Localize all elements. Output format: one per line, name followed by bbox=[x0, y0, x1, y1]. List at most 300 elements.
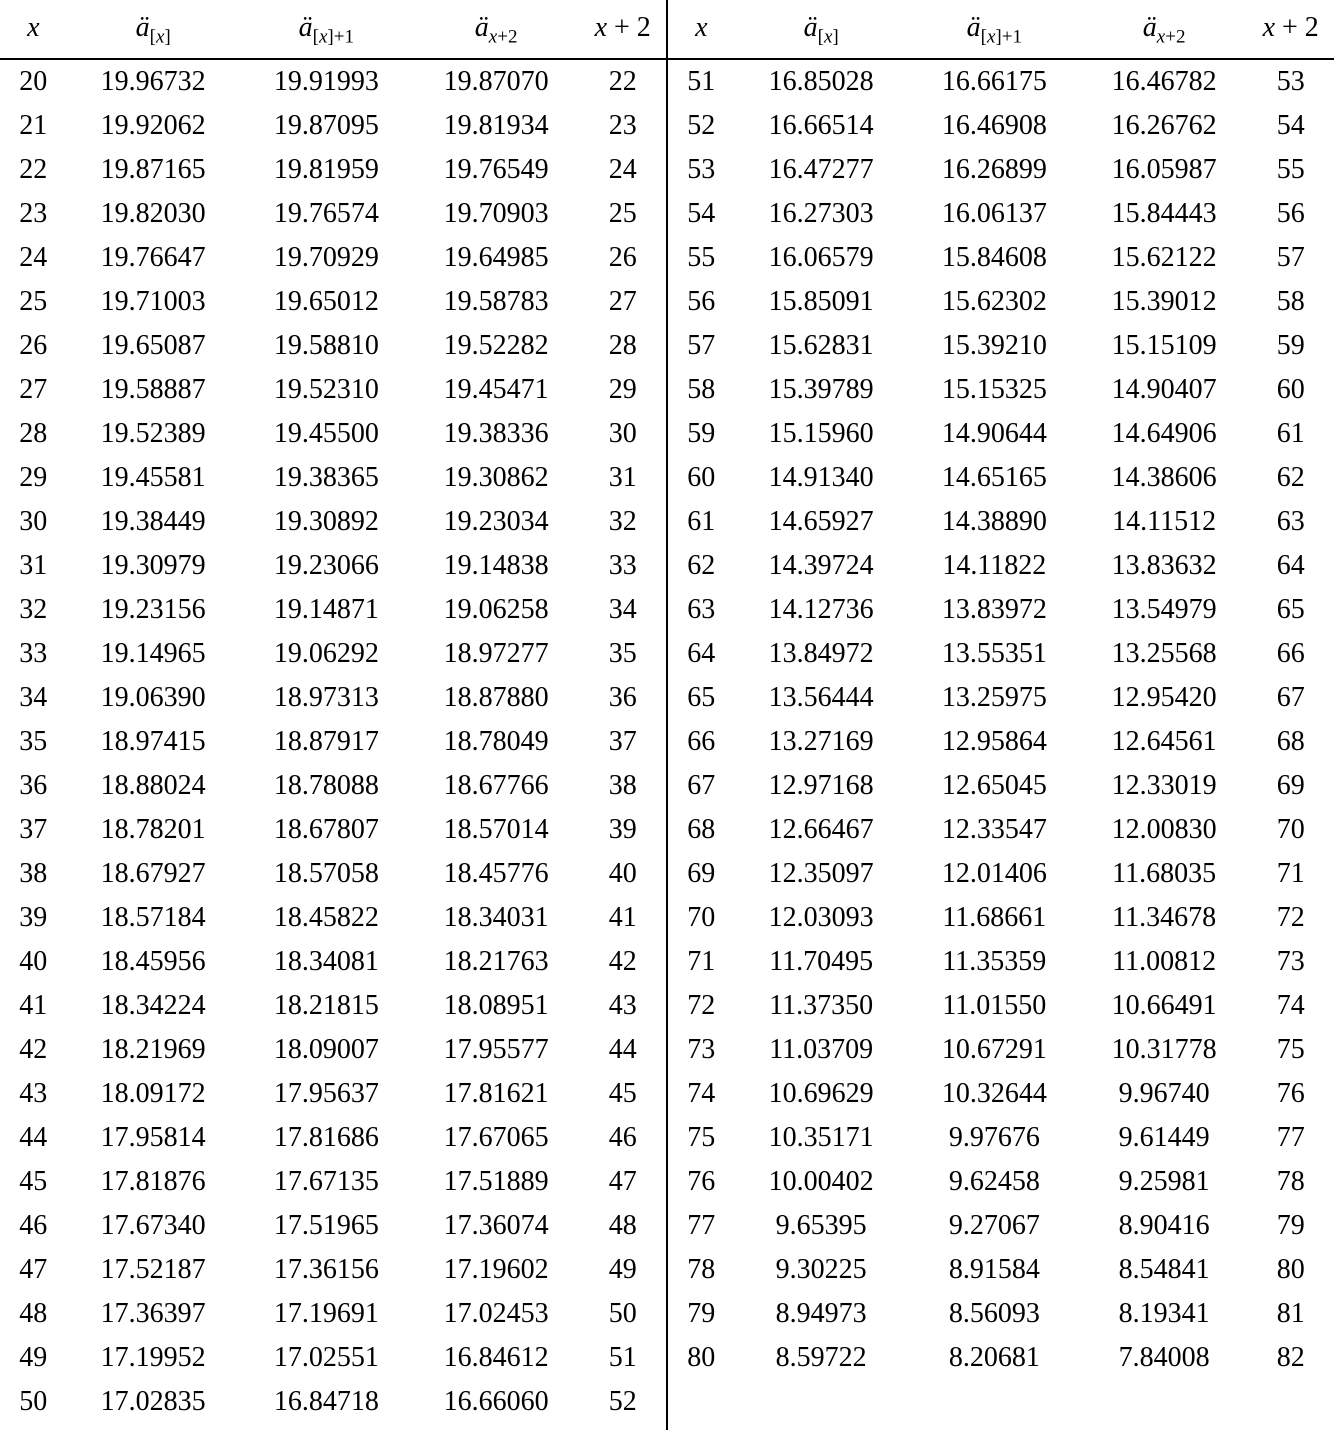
cell-x: 39 bbox=[19, 902, 48, 933]
cell-a-select-x-plus-1: 19.38365 bbox=[273, 462, 379, 493]
cell-a-ultimate-x-plus-2: 18.21763 bbox=[443, 946, 549, 977]
cell-x: 51 bbox=[687, 66, 716, 97]
cell-x-plus-2: 48 bbox=[608, 1210, 637, 1241]
table-row bbox=[0, 1204, 666, 1248]
cell-x: 69 bbox=[687, 858, 716, 889]
cell-x: 54 bbox=[687, 198, 716, 229]
cell-a-select-x-plus-1: 12.95864 bbox=[941, 726, 1047, 757]
cell-x: 50 bbox=[19, 1386, 48, 1417]
table-row bbox=[0, 764, 666, 808]
cell-a-select-x: 19.38449 bbox=[100, 506, 206, 537]
cell-a-select-x-plus-1: 13.83972 bbox=[941, 594, 1047, 625]
cell-a-ultimate-x-plus-2: 13.83632 bbox=[1111, 550, 1217, 581]
cell-x-plus-2: 76 bbox=[1276, 1078, 1305, 1109]
cell-x-plus-2: 26 bbox=[608, 242, 637, 273]
table-row bbox=[668, 236, 1334, 280]
cell-x-plus-2: 53 bbox=[1276, 66, 1305, 97]
cell-a-ultimate-x-plus-2: 10.31778 bbox=[1111, 1034, 1217, 1065]
cell-x: 78 bbox=[687, 1254, 716, 1285]
cell-a-ultimate-x-plus-2: 17.02453 bbox=[443, 1298, 549, 1329]
column-header-a-ultimate-x-plus-2 bbox=[1081, 0, 1248, 59]
table-row bbox=[668, 764, 1334, 808]
cell-a-select-x: 18.88024 bbox=[100, 770, 206, 801]
cell-a-select-x: 12.66467 bbox=[768, 814, 874, 845]
cell-a-select-x-plus-1: 10.67291 bbox=[941, 1034, 1047, 1065]
cell-a-select-x-plus-1: 8.56093 bbox=[948, 1298, 1040, 1329]
cell-x: 44 bbox=[19, 1122, 48, 1153]
cell-a-select-x: 17.81876 bbox=[100, 1166, 206, 1197]
cell-x: 27 bbox=[19, 374, 48, 405]
table-row bbox=[668, 280, 1334, 324]
cell-x-plus-2: 66 bbox=[1276, 638, 1305, 669]
cell-a-select-x: 18.21969 bbox=[100, 1034, 206, 1065]
header-symbol: ä bbox=[135, 12, 150, 43]
cell-a-ultimate-x-plus-2: 17.19602 bbox=[443, 1254, 549, 1285]
cell-a-ultimate-x-plus-2: 12.00830 bbox=[1111, 814, 1217, 845]
cell-x: 61 bbox=[687, 506, 716, 537]
column-header-a-select-x bbox=[735, 0, 908, 59]
header-symbol: ä bbox=[803, 12, 818, 43]
cell-a-select-x-plus-1: 16.46908 bbox=[941, 110, 1047, 141]
cell-x: 80 bbox=[687, 1342, 716, 1373]
cell-x-plus-2: 32 bbox=[608, 506, 637, 537]
table-row bbox=[0, 192, 666, 236]
column-header-x-plus-2 bbox=[579, 0, 666, 59]
cell-x: 70 bbox=[687, 902, 716, 933]
table-row bbox=[668, 104, 1334, 148]
cell-x-plus-2: 50 bbox=[608, 1298, 637, 1329]
table-row bbox=[0, 1028, 666, 1072]
cell-x: 74 bbox=[687, 1078, 716, 1109]
cell-a-ultimate-x-plus-2: 19.30862 bbox=[443, 462, 549, 493]
column-header-a-select-x-plus-1 bbox=[240, 0, 413, 59]
cell-a-ultimate-x-plus-2: 18.78049 bbox=[443, 726, 549, 757]
table-row bbox=[668, 412, 1334, 456]
cell-a-ultimate-x-plus-2: 17.67065 bbox=[443, 1122, 549, 1153]
cell-a-select-x-plus-1: 18.45822 bbox=[273, 902, 379, 933]
header-symbol: ä bbox=[966, 12, 981, 43]
cell-x-plus-2: 82 bbox=[1276, 1342, 1305, 1373]
cell-a-select-x: 13.84972 bbox=[768, 638, 874, 669]
table-row bbox=[668, 984, 1334, 1028]
cell-x: 40 bbox=[19, 946, 48, 977]
table-row bbox=[0, 280, 666, 324]
table-row bbox=[0, 1292, 666, 1336]
cell-a-select-x-plus-1: 19.87095 bbox=[273, 110, 379, 141]
cell-a-select-x-plus-1: 18.87917 bbox=[273, 726, 379, 757]
table-row bbox=[668, 1336, 1334, 1380]
cell-x-plus-2: 73 bbox=[1276, 946, 1305, 977]
left-table-panel bbox=[0, 0, 666, 1430]
cell-x-plus-2: 51 bbox=[608, 1342, 637, 1373]
cell-x-plus-2: 44 bbox=[608, 1034, 637, 1065]
cell-x: 30 bbox=[19, 506, 48, 537]
cell-a-ultimate-x-plus-2: 19.45471 bbox=[443, 374, 549, 405]
cell-a-ultimate-x-plus-2: 19.38336 bbox=[443, 418, 549, 449]
cell-x-plus-2: 40 bbox=[608, 858, 637, 889]
table-row bbox=[0, 1160, 666, 1204]
table-row bbox=[668, 632, 1334, 676]
cell-x: 35 bbox=[19, 726, 48, 757]
cell-a-select-x-plus-1: 18.67807 bbox=[273, 814, 379, 845]
cell-a-select-x: 17.52187 bbox=[100, 1254, 206, 1285]
table-row bbox=[668, 500, 1334, 544]
cell-x-plus-2: 57 bbox=[1276, 242, 1305, 273]
cell-x: 48 bbox=[19, 1298, 48, 1329]
header-subscript: x+2 bbox=[1156, 26, 1186, 48]
cell-a-select-x-plus-1: 8.20681 bbox=[948, 1342, 1040, 1373]
cell-x-plus-2: 34 bbox=[608, 594, 637, 625]
cell-a-select-x-plus-1: 17.19691 bbox=[273, 1298, 379, 1329]
cell-x-plus-2: 35 bbox=[608, 638, 637, 669]
table-row bbox=[668, 456, 1334, 500]
cell-x: 59 bbox=[687, 418, 716, 449]
cell-a-select-x-plus-1: 19.70929 bbox=[273, 242, 379, 273]
table-row bbox=[0, 104, 666, 148]
table-row bbox=[0, 896, 666, 940]
cell-a-select-x-plus-1: 17.51965 bbox=[273, 1210, 379, 1241]
cell-x: 26 bbox=[19, 330, 48, 361]
cell-a-ultimate-x-plus-2: 13.25568 bbox=[1111, 638, 1217, 669]
cell-a-select-x: 12.97168 bbox=[768, 770, 874, 801]
cell-x-plus-2: 39 bbox=[608, 814, 637, 845]
cell-x: 43 bbox=[19, 1078, 48, 1109]
cell-a-select-x-plus-1: 15.15325 bbox=[941, 374, 1047, 405]
header-suffix: + 2 bbox=[1275, 12, 1319, 43]
cell-a-select-x: 17.02835 bbox=[100, 1386, 206, 1417]
cell-x-plus-2: 28 bbox=[608, 330, 637, 361]
cell-a-ultimate-x-plus-2: 7.84008 bbox=[1118, 1342, 1210, 1373]
cell-a-ultimate-x-plus-2: 17.51889 bbox=[443, 1166, 549, 1197]
cell-a-select-x-plus-1: 8.91584 bbox=[948, 1254, 1040, 1285]
cell-a-select-x: 18.45956 bbox=[100, 946, 206, 977]
annuity-table-right bbox=[668, 0, 1334, 1380]
cell-a-select-x-plus-1: 19.91993 bbox=[273, 66, 379, 97]
cell-x-plus-2: 71 bbox=[1276, 858, 1305, 889]
cell-a-select-x-plus-1: 18.57058 bbox=[273, 858, 379, 889]
column-header-x-plus-2 bbox=[1247, 0, 1334, 59]
cell-a-select-x: 16.47277 bbox=[768, 154, 874, 185]
cell-x: 53 bbox=[687, 154, 716, 185]
table-row bbox=[0, 1072, 666, 1116]
cell-a-ultimate-x-plus-2: 18.08951 bbox=[443, 990, 549, 1021]
cell-x-plus-2: 65 bbox=[1276, 594, 1305, 625]
cell-x-plus-2: 80 bbox=[1276, 1254, 1305, 1285]
cell-a-select-x-plus-1: 17.67135 bbox=[273, 1166, 379, 1197]
cell-x: 45 bbox=[19, 1166, 48, 1197]
table-row bbox=[668, 720, 1334, 764]
cell-a-select-x: 19.52389 bbox=[100, 418, 206, 449]
cell-a-select-x: 19.76647 bbox=[100, 242, 206, 273]
cell-x: 62 bbox=[687, 550, 716, 581]
table-row bbox=[0, 588, 666, 632]
cell-x-plus-2: 46 bbox=[608, 1122, 637, 1153]
cell-x-plus-2: 25 bbox=[608, 198, 637, 229]
cell-x: 58 bbox=[687, 374, 716, 405]
cell-x: 52 bbox=[687, 110, 716, 141]
cell-a-ultimate-x-plus-2: 19.70903 bbox=[443, 198, 549, 229]
cell-x: 24 bbox=[19, 242, 48, 273]
table-header-right bbox=[668, 0, 1334, 59]
table-row bbox=[0, 236, 666, 280]
cell-a-select-x: 18.67927 bbox=[100, 858, 206, 889]
cell-a-ultimate-x-plus-2: 11.00812 bbox=[1112, 946, 1217, 977]
cell-x: 23 bbox=[19, 198, 48, 229]
cell-a-select-x-plus-1: 15.84608 bbox=[941, 242, 1047, 273]
cell-a-select-x: 10.00402 bbox=[768, 1166, 874, 1197]
column-header-a-ultimate-x-plus-2 bbox=[413, 0, 580, 59]
cell-a-select-x: 19.14965 bbox=[100, 638, 206, 669]
cell-a-select-x: 19.45581 bbox=[100, 462, 206, 493]
table-row bbox=[0, 148, 666, 192]
header-subscript: [x] bbox=[149, 26, 171, 48]
cell-a-select-x: 16.27303 bbox=[768, 198, 874, 229]
cell-x: 28 bbox=[19, 418, 48, 449]
cell-x-plus-2: 43 bbox=[608, 990, 637, 1021]
cell-x: 31 bbox=[19, 550, 48, 581]
cell-a-ultimate-x-plus-2: 16.26762 bbox=[1111, 110, 1217, 141]
table-row bbox=[668, 148, 1334, 192]
cell-a-select-x-plus-1: 18.78088 bbox=[273, 770, 379, 801]
cell-a-select-x: 19.23156 bbox=[100, 594, 206, 625]
table-row bbox=[0, 456, 666, 500]
table-row bbox=[668, 940, 1334, 984]
cell-a-ultimate-x-plus-2: 19.64985 bbox=[443, 242, 549, 273]
header-symbol: ä bbox=[474, 12, 489, 43]
column-header-x bbox=[0, 0, 67, 59]
cell-a-select-x: 11.70495 bbox=[769, 946, 874, 977]
cell-a-select-x: 19.30979 bbox=[100, 550, 206, 581]
cell-a-ultimate-x-plus-2: 9.25981 bbox=[1118, 1166, 1210, 1197]
cell-a-select-x: 14.65927 bbox=[768, 506, 874, 537]
table-row bbox=[0, 852, 666, 896]
cell-x: 41 bbox=[19, 990, 48, 1021]
cell-a-ultimate-x-plus-2: 13.54979 bbox=[1111, 594, 1217, 625]
table-row bbox=[0, 368, 666, 412]
table-row bbox=[668, 588, 1334, 632]
cell-a-ultimate-x-plus-2: 19.52282 bbox=[443, 330, 549, 361]
cell-a-select-x-plus-1: 12.01406 bbox=[941, 858, 1047, 889]
cell-x: 49 bbox=[19, 1342, 48, 1373]
cell-a-select-x-plus-1: 14.65165 bbox=[941, 462, 1047, 493]
cell-a-select-x-plus-1: 19.23066 bbox=[273, 550, 379, 581]
cell-a-ultimate-x-plus-2: 18.57014 bbox=[443, 814, 549, 845]
cell-x: 34 bbox=[19, 682, 48, 713]
cell-x: 65 bbox=[687, 682, 716, 713]
cell-a-select-x: 15.62831 bbox=[768, 330, 874, 361]
cell-a-select-x: 19.58887 bbox=[100, 374, 206, 405]
cell-x-plus-2: 54 bbox=[1276, 110, 1305, 141]
cell-a-ultimate-x-plus-2: 17.81621 bbox=[443, 1078, 549, 1109]
cell-x-plus-2: 49 bbox=[608, 1254, 637, 1285]
cell-a-ultimate-x-plus-2: 19.23034 bbox=[443, 506, 549, 537]
cell-x-plus-2: 79 bbox=[1276, 1210, 1305, 1241]
header-symbol: x bbox=[27, 12, 40, 43]
cell-a-select-x-plus-1: 19.14871 bbox=[273, 594, 379, 625]
cell-a-select-x: 19.65087 bbox=[100, 330, 206, 361]
cell-x: 37 bbox=[19, 814, 48, 845]
cell-x-plus-2: 63 bbox=[1276, 506, 1305, 537]
cell-x: 20 bbox=[19, 66, 48, 97]
cell-x: 60 bbox=[687, 462, 716, 493]
cell-a-ultimate-x-plus-2: 14.90407 bbox=[1111, 374, 1217, 405]
cell-x-plus-2: 78 bbox=[1276, 1166, 1305, 1197]
cell-a-select-x-plus-1: 13.55351 bbox=[941, 638, 1047, 669]
table-row bbox=[668, 896, 1334, 940]
cell-a-select-x: 19.87165 bbox=[100, 154, 206, 185]
cell-a-ultimate-x-plus-2: 12.95420 bbox=[1111, 682, 1217, 713]
cell-x-plus-2: 75 bbox=[1276, 1034, 1305, 1065]
cell-x-plus-2: 37 bbox=[608, 726, 637, 757]
cell-a-select-x: 15.85091 bbox=[768, 286, 874, 317]
cell-x-plus-2: 29 bbox=[608, 374, 637, 405]
cell-x-plus-2: 36 bbox=[608, 682, 637, 713]
cell-x: 77 bbox=[687, 1210, 716, 1241]
cell-a-select-x-plus-1: 11.01550 bbox=[942, 990, 1047, 1021]
cell-x: 64 bbox=[687, 638, 716, 669]
cell-x-plus-2: 61 bbox=[1276, 418, 1305, 449]
cell-x-plus-2: 33 bbox=[608, 550, 637, 581]
cell-a-select-x-plus-1: 11.35359 bbox=[942, 946, 1047, 977]
table-row bbox=[0, 500, 666, 544]
cell-a-ultimate-x-plus-2: 19.06258 bbox=[443, 594, 549, 625]
table-row bbox=[0, 59, 666, 104]
cell-x-plus-2: 70 bbox=[1276, 814, 1305, 845]
cell-a-select-x-plus-1: 12.33547 bbox=[941, 814, 1047, 845]
cell-x-plus-2: 22 bbox=[608, 66, 637, 97]
table-row bbox=[668, 852, 1334, 896]
cell-a-ultimate-x-plus-2: 15.84443 bbox=[1111, 198, 1217, 229]
cell-a-select-x: 16.66514 bbox=[768, 110, 874, 141]
table-row bbox=[668, 368, 1334, 412]
cell-a-select-x: 10.69629 bbox=[768, 1078, 874, 1109]
cell-a-ultimate-x-plus-2: 18.34031 bbox=[443, 902, 549, 933]
cell-a-ultimate-x-plus-2: 18.97277 bbox=[443, 638, 549, 669]
cell-a-ultimate-x-plus-2: 9.61449 bbox=[1118, 1122, 1210, 1153]
cell-a-select-x-plus-1: 17.95637 bbox=[273, 1078, 379, 1109]
cell-a-select-x-plus-1: 15.39210 bbox=[941, 330, 1047, 361]
cell-a-ultimate-x-plus-2: 19.14838 bbox=[443, 550, 549, 581]
cell-a-ultimate-x-plus-2: 9.96740 bbox=[1118, 1078, 1210, 1109]
cell-a-select-x: 19.96732 bbox=[100, 66, 206, 97]
cell-a-select-x: 17.19952 bbox=[100, 1342, 206, 1373]
table-row bbox=[0, 1380, 666, 1424]
cell-a-ultimate-x-plus-2: 15.39012 bbox=[1111, 286, 1217, 317]
cell-x: 25 bbox=[19, 286, 48, 317]
cell-a-select-x-plus-1: 18.09007 bbox=[273, 1034, 379, 1065]
table-row bbox=[0, 1116, 666, 1160]
cell-a-select-x: 19.06390 bbox=[100, 682, 206, 713]
table-row bbox=[0, 808, 666, 852]
cell-x: 75 bbox=[687, 1122, 716, 1153]
cell-a-ultimate-x-plus-2: 15.62122 bbox=[1111, 242, 1217, 273]
cell-x: 79 bbox=[687, 1298, 716, 1329]
cell-x: 71 bbox=[687, 946, 716, 977]
cell-a-select-x: 10.35171 bbox=[768, 1122, 874, 1153]
table-row bbox=[668, 1292, 1334, 1336]
cell-x: 21 bbox=[19, 110, 48, 141]
table-row bbox=[668, 676, 1334, 720]
cell-x: 22 bbox=[19, 154, 48, 185]
cell-a-ultimate-x-plus-2: 18.67766 bbox=[443, 770, 549, 801]
cell-x-plus-2: 81 bbox=[1276, 1298, 1305, 1329]
cell-a-ultimate-x-plus-2: 8.54841 bbox=[1118, 1254, 1210, 1285]
cell-a-select-x: 18.09172 bbox=[100, 1078, 206, 1109]
cell-x: 56 bbox=[687, 286, 716, 317]
table-row bbox=[668, 1160, 1334, 1204]
cell-x: 72 bbox=[687, 990, 716, 1021]
table-row bbox=[0, 324, 666, 368]
cell-a-select-x: 18.97415 bbox=[100, 726, 206, 757]
cell-a-select-x-plus-1: 18.21815 bbox=[273, 990, 379, 1021]
cell-x: 33 bbox=[19, 638, 48, 669]
cell-x: 68 bbox=[687, 814, 716, 845]
cell-x-plus-2: 42 bbox=[608, 946, 637, 977]
cell-a-ultimate-x-plus-2: 15.15109 bbox=[1111, 330, 1217, 361]
cell-a-select-x-plus-1: 19.06292 bbox=[273, 638, 379, 669]
cell-a-ultimate-x-plus-2: 16.46782 bbox=[1111, 66, 1217, 97]
cell-x-plus-2: 41 bbox=[608, 902, 637, 933]
cell-x: 29 bbox=[19, 462, 48, 493]
cell-x-plus-2: 59 bbox=[1276, 330, 1305, 361]
table-row bbox=[668, 192, 1334, 236]
cell-a-select-x: 17.36397 bbox=[100, 1298, 206, 1329]
header-subscript: [x]+1 bbox=[980, 26, 1023, 48]
cell-a-ultimate-x-plus-2: 19.81934 bbox=[443, 110, 549, 141]
cell-a-select-x: 11.03709 bbox=[769, 1034, 874, 1065]
cell-a-select-x-plus-1: 16.66175 bbox=[941, 66, 1047, 97]
cell-x: 38 bbox=[19, 858, 48, 889]
table-row bbox=[0, 984, 666, 1028]
cell-a-select-x: 19.92062 bbox=[100, 110, 206, 141]
cell-x: 67 bbox=[687, 770, 716, 801]
column-header-a-select-x bbox=[67, 0, 240, 59]
cell-a-select-x: 16.85028 bbox=[768, 66, 874, 97]
cell-x-plus-2: 55 bbox=[1276, 154, 1305, 185]
cell-a-select-x-plus-1: 18.97313 bbox=[273, 682, 379, 713]
cell-a-ultimate-x-plus-2: 8.90416 bbox=[1118, 1210, 1210, 1241]
cell-a-select-x: 14.91340 bbox=[768, 462, 874, 493]
cell-a-select-x: 17.95814 bbox=[100, 1122, 206, 1153]
cell-x: 55 bbox=[687, 242, 716, 273]
cell-a-select-x: 8.94973 bbox=[775, 1298, 867, 1329]
column-header-a-select-x-plus-1 bbox=[908, 0, 1081, 59]
cell-x: 66 bbox=[687, 726, 716, 757]
header-subscript: [x]+1 bbox=[312, 26, 355, 48]
header-subscript: [x] bbox=[817, 26, 839, 48]
table-row bbox=[668, 324, 1334, 368]
cell-a-select-x-plus-1: 19.45500 bbox=[273, 418, 379, 449]
cell-a-select-x: 16.06579 bbox=[768, 242, 874, 273]
cell-x-plus-2: 52 bbox=[608, 1386, 637, 1417]
cell-a-select-x-plus-1: 11.68661 bbox=[942, 902, 1047, 933]
cell-a-ultimate-x-plus-2: 19.76549 bbox=[443, 154, 549, 185]
cell-x-plus-2: 60 bbox=[1276, 374, 1305, 405]
cell-x-plus-2: 27 bbox=[608, 286, 637, 317]
cell-a-select-x-plus-1: 17.36156 bbox=[273, 1254, 379, 1285]
header-suffix: + 2 bbox=[607, 12, 651, 43]
cell-a-select-x: 18.34224 bbox=[100, 990, 206, 1021]
cell-a-select-x: 9.65395 bbox=[775, 1210, 867, 1241]
cell-a-select-x-plus-1: 14.38890 bbox=[941, 506, 1047, 537]
cell-a-ultimate-x-plus-2: 14.38606 bbox=[1111, 462, 1217, 493]
cell-a-select-x-plus-1: 15.62302 bbox=[941, 286, 1047, 317]
cell-x: 32 bbox=[19, 594, 48, 625]
cell-a-ultimate-x-plus-2: 18.87880 bbox=[443, 682, 549, 713]
header-symbol: x bbox=[1262, 12, 1276, 43]
cell-x: 76 bbox=[687, 1166, 716, 1197]
cell-a-ultimate-x-plus-2: 19.87070 bbox=[443, 66, 549, 97]
